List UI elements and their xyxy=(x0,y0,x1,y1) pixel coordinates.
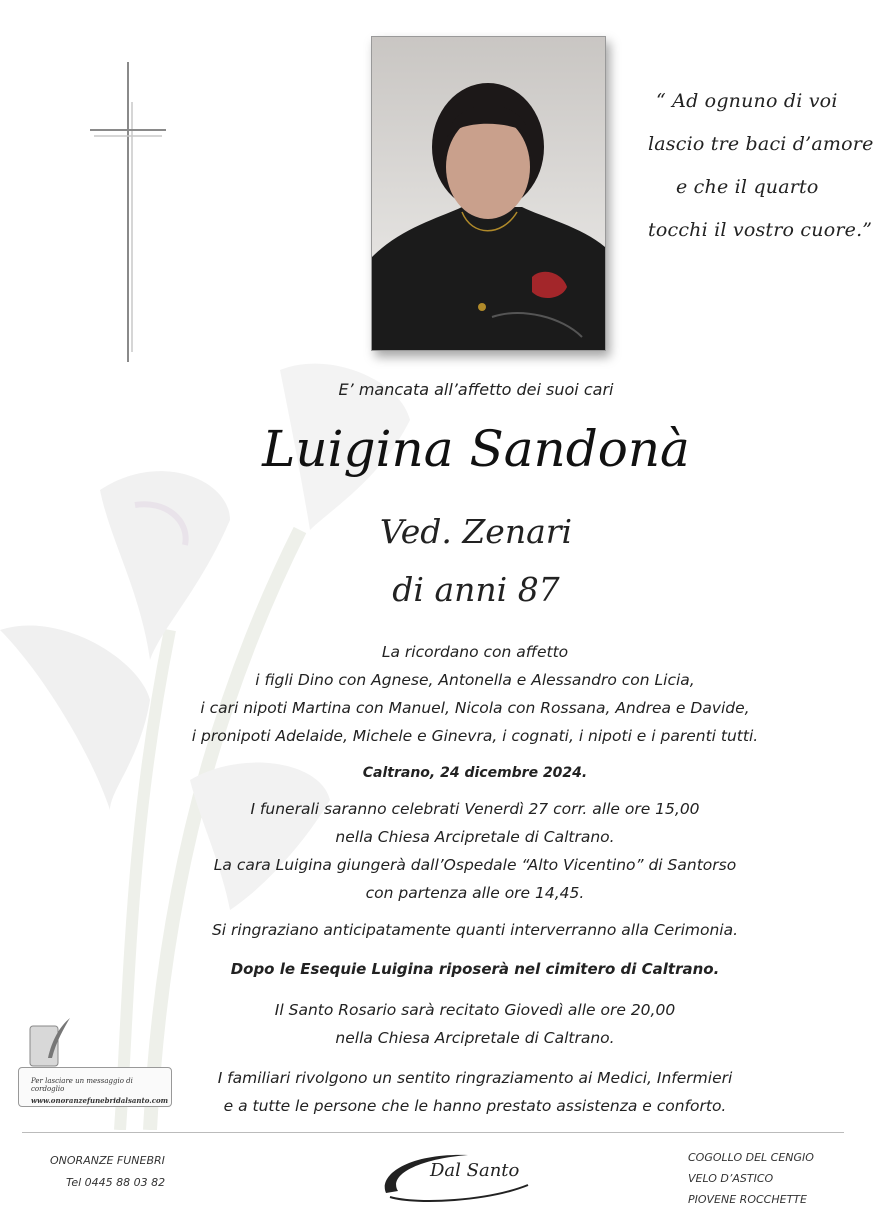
text-line: I familiari rivolgono un sentito ringraziamento ai Medici, Infermieri xyxy=(217,1069,733,1087)
portrait-photo xyxy=(371,36,606,351)
quote-line: lascio tre baci d’amore xyxy=(648,133,874,155)
text-line: nella Chiesa Arcipretale di Caltrano. xyxy=(335,828,615,846)
footer-locations xyxy=(688,1147,814,1210)
text-line: i pronipoti Adelaide, Michele e Ginevra, i cognati, i nipoti e i parenti tutti. xyxy=(191,727,759,745)
family-thanks xyxy=(130,1064,820,1120)
text-line: i cari nipoti Martina con Manuel, Nicola con Rossana, Andrea e Davide, xyxy=(200,699,750,717)
location: VELO D’ASTICO xyxy=(688,1172,774,1185)
text-line: La ricordano con affetto xyxy=(381,643,569,661)
location: COGOLLO DEL CENGIO xyxy=(688,1151,814,1164)
memorial-quote xyxy=(618,80,874,252)
burial-info: Dopo le Esequie Luigina riposerà nel cimitero di Caltrano. xyxy=(230,960,720,978)
text-line: La cara Luigina giungerà dall’Ospedale “Alto Vicentino” di Santorso xyxy=(213,856,737,874)
quote-line: e che il quarto xyxy=(676,176,819,198)
text-line: nella Chiesa Arcipretale di Caltrano. xyxy=(335,1029,615,1047)
quill-scroll-icon xyxy=(26,1018,74,1070)
quote-line: tocchi il vostro cuore.” xyxy=(648,219,873,241)
text-line: Il Santo Rosario sarà recitato Giovedì alle ore 20,00 xyxy=(274,1001,676,1019)
ceremony-thanks: Si ringraziano anticipatamente quanti interverranno alla Cerimonia. xyxy=(211,921,739,939)
footer-divider xyxy=(22,1132,844,1133)
cross-icon xyxy=(88,62,168,362)
deceased-name: Luigina Sandonà xyxy=(262,420,690,478)
badge-text: Per lasciare un messaggio di cordoglio xyxy=(31,1077,133,1093)
text-line: I funerali saranno celebrati Venerdì 27 corr. alle ore 15,00 xyxy=(250,800,700,818)
agency-title: ONORANZE FUNEBRI xyxy=(50,1154,165,1167)
badge-url[interactable]: www.onoranzefunebridalsanto.com xyxy=(31,1096,169,1105)
intro-text: E’ mancata all’affetto dei suoi cari xyxy=(338,380,614,399)
widow-of: Ved. Zenari xyxy=(379,512,573,551)
rosary-info xyxy=(130,996,820,1052)
text-line: con partenza alle ore 14,45. xyxy=(365,884,585,902)
remembered-by xyxy=(130,638,820,750)
location: PIOVENE ROCCHETTE xyxy=(688,1193,807,1206)
agency-phone: Tel 0445 88 03 82 xyxy=(66,1176,166,1189)
text-line: e a tutte le persone che le hanno prestato assistenza e conforto. xyxy=(223,1097,727,1115)
logo-text: Dal Santo xyxy=(430,1160,520,1181)
text-line: i figli Dino con Agnese, Antonella e Alessandro con Licia, xyxy=(255,671,695,689)
condolence-link-badge[interactable] xyxy=(18,1067,172,1107)
quote-line: “ Ad ognuno di voi xyxy=(656,90,838,112)
footer-agency xyxy=(50,1150,165,1194)
funeral-info xyxy=(130,795,820,907)
place-date: Caltrano, 24 dicembre 2024. xyxy=(362,765,588,781)
age: di anni 87 xyxy=(392,570,560,609)
